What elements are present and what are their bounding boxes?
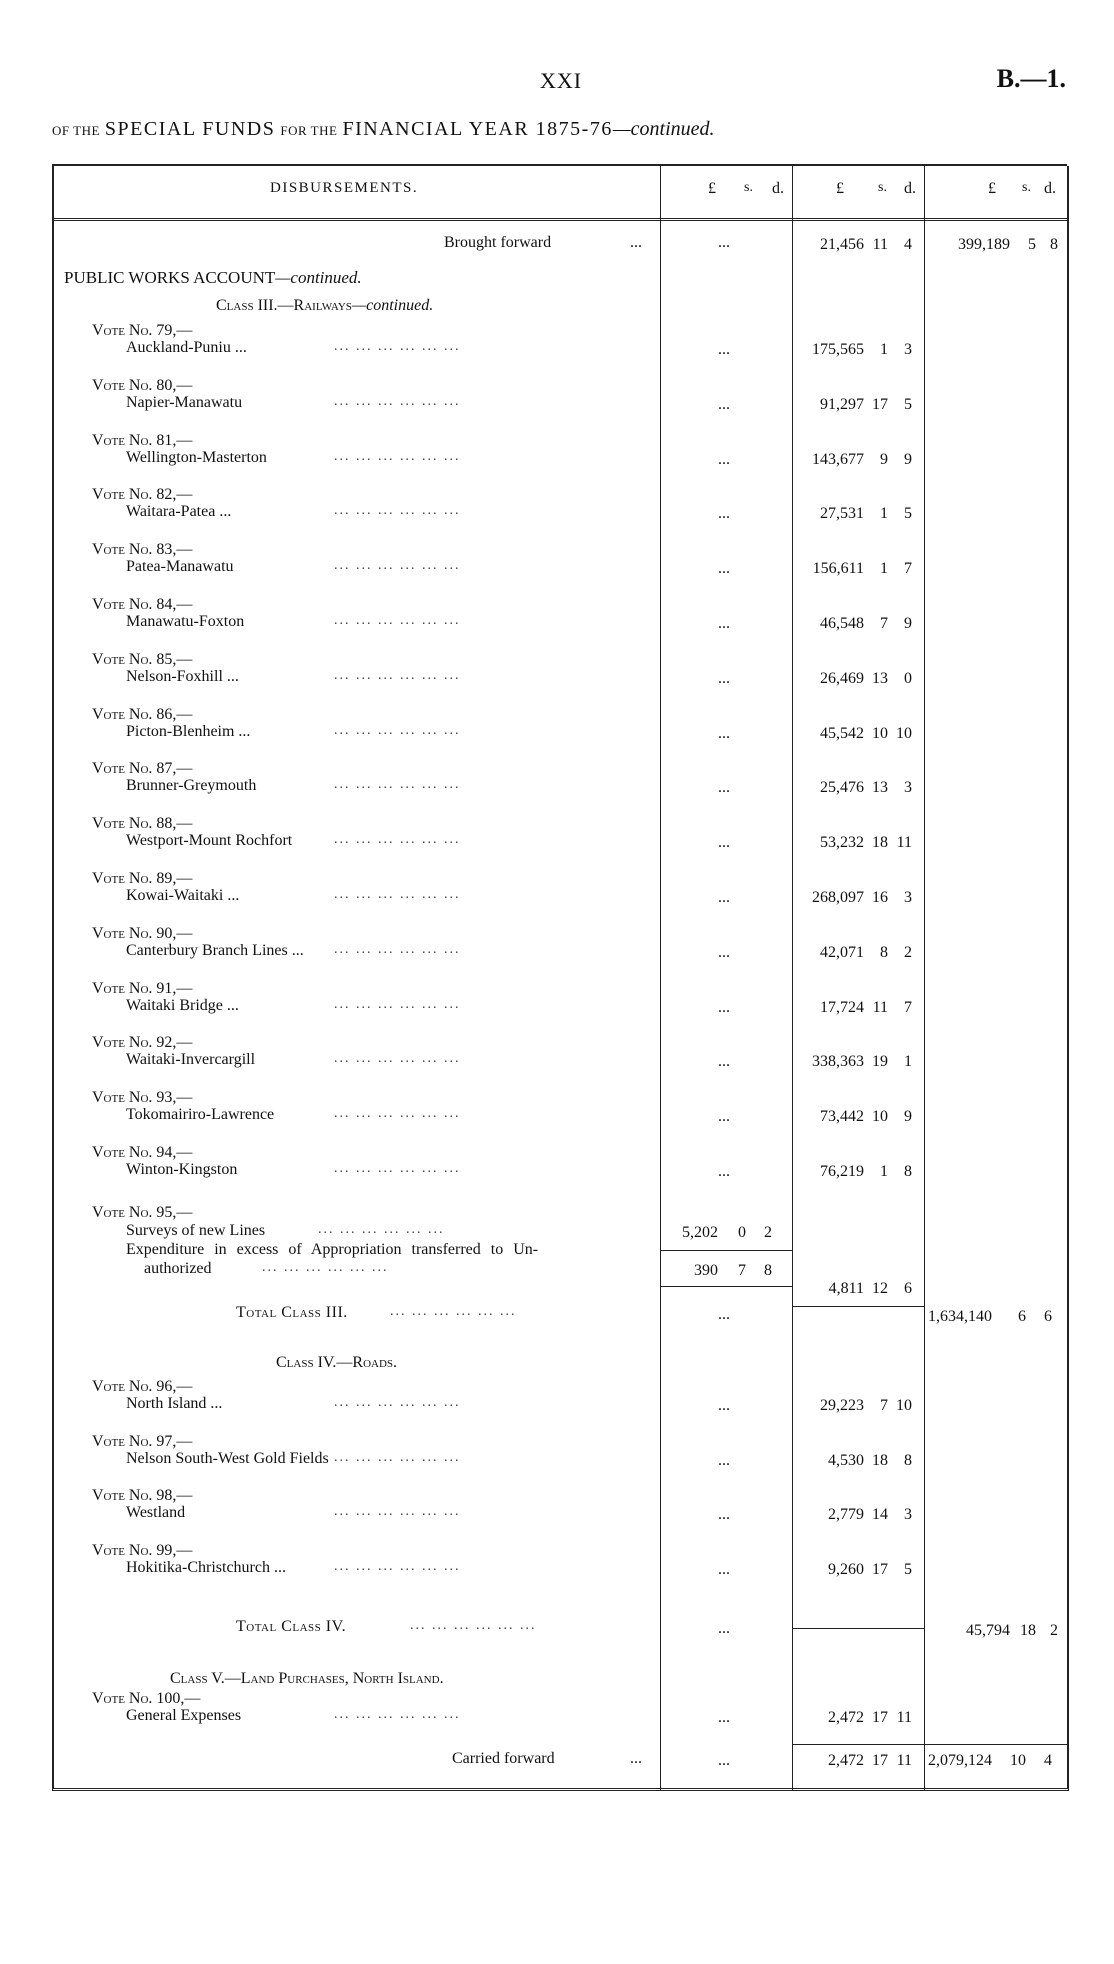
class3-vote-shillings: 1 (880, 1163, 888, 1180)
class3-vote-col1: ... (718, 615, 730, 632)
class3-vote-label: Vote No. 93,— (92, 1089, 193, 1107)
class3-vote-shillings: 1 (880, 505, 888, 523)
class3-vote-dots: ... ... ... ... ... ... (334, 503, 461, 519)
brought-forward-col1: ... (718, 234, 730, 251)
class3-total-rule (792, 1306, 924, 1307)
class3-vote-dots: ... ... ... ... ... ... (334, 941, 461, 957)
class5-vote-shillings: 17 (872, 1709, 888, 1726)
class4-vote-shillings: 14 (872, 1506, 888, 1524)
carried-forward-col2-pounds: 2,472 (828, 1752, 864, 1769)
class4-total-pence: 2 (1050, 1622, 1058, 1639)
class3-vote-pounds: 27,531 (820, 505, 864, 523)
class5-vote-col1: ... (718, 1709, 730, 1726)
class3-vote-pence: 3 (904, 779, 912, 797)
class3-vote-name: Napier-Manawatu (126, 393, 243, 411)
vote95-line1-pounds: 5,202 (682, 1224, 718, 1241)
class3-vote-label: Vote No. 85,— (92, 650, 193, 668)
class3-vote-col1: ... (718, 341, 730, 358)
vote95-line3-dots: ... ... ... ... ... ... (262, 1260, 389, 1275)
vote95-line1-pence: 2 (764, 1224, 772, 1241)
vote95-col2-shillings: 12 (872, 1280, 888, 1297)
class4-vote-pounds: 9,260 (828, 1560, 864, 1578)
class3-vote-label: Vote No. 92,— (92, 1034, 193, 1052)
class3-vote-pounds: 26,469 (820, 669, 864, 687)
carried-forward-col2-pence: 11 (896, 1752, 912, 1769)
class3-vote-name: Waitara-Patea ... (126, 503, 232, 521)
class4-vote-pence: 3 (904, 1506, 912, 1524)
class3-vote-name: Nelson-Foxhill ... (126, 667, 239, 685)
vote95-line3: authorized (144, 1260, 212, 1277)
class3-vote-pounds: 338,363 (812, 1053, 864, 1071)
vote95-line3-pounds: 390 (694, 1262, 718, 1279)
header-col1-pounds: £ (708, 180, 716, 197)
class3-vote-pence: 1 (904, 1053, 912, 1071)
class4-vote-dots: ... ... ... ... ... ... (334, 1558, 461, 1574)
class3-vote-name: Kowai-Waitaki ... (126, 887, 240, 904)
account-title-cont: —continued. (275, 268, 362, 287)
class3-vote-pounds: 143,677 (812, 450, 864, 468)
vote95-line3-pence: 8 (764, 1262, 772, 1279)
class3-vote-name: Westport-Mount Rochfort (126, 832, 293, 850)
class3-vote-dots: ... ... ... ... ... ... (334, 1106, 461, 1122)
class3-vote-shillings: 13 (872, 779, 888, 797)
class4-vote-col1: ... (718, 1506, 730, 1524)
class3-vote-label: Vote No. 84,— (92, 596, 193, 613)
class3-vote-shillings: 11 (872, 998, 888, 1016)
class4-vote-col1: ... (718, 1560, 730, 1578)
carried-forward-col3-pence: 4 (1044, 1752, 1052, 1769)
brought-forward-label: Brought forward (444, 234, 552, 251)
class3-vote-shillings: 1 (880, 341, 888, 358)
class4-total-pounds: 45,794 (966, 1622, 1010, 1639)
class3-vote-shillings: 10 (872, 724, 888, 742)
class4-vote-pounds: 2,779 (828, 1506, 864, 1524)
class3-vote-pounds: 73,442 (820, 1108, 864, 1126)
class3-vote-name: Waitaki-Invercargill (126, 1051, 256, 1069)
class5-vote-dots: ... ... ... ... ... ... (334, 1707, 461, 1722)
class4-vote-name: North Island ... (126, 1395, 223, 1412)
class3-vote-col1: ... (718, 943, 730, 961)
class3-vote-name: Picton-Blenheim ... (126, 722, 251, 740)
class3-vote-shillings: 13 (872, 669, 888, 687)
class5-vote-pounds: 2,472 (828, 1709, 864, 1726)
class3-vote-label: Vote No. 79,— (92, 322, 193, 339)
class3-vote-shillings: 7 (880, 615, 888, 632)
class4-vote-label: Vote No. 96,— (92, 1378, 193, 1395)
column-divider-2 (792, 166, 793, 1790)
class5-vote-label: Vote No. 100,— (92, 1690, 201, 1707)
brought-forward-col2-pounds: 21,456 (820, 236, 864, 253)
class3-vote-col1: ... (718, 505, 730, 523)
class3-vote-col1: ... (718, 889, 730, 906)
class3-vote-name: Brunner-Greymouth (126, 777, 257, 795)
class3-vote-col1: ... (718, 1163, 730, 1180)
class3-vote-pounds: 156,611 (812, 560, 864, 578)
page-heading (52, 118, 715, 141)
class3-vote-col1: ... (718, 1108, 730, 1126)
class3-vote-label: Vote No. 83,— (92, 541, 193, 559)
class3-vote-name: Canterbury Branch Lines ... (126, 941, 304, 959)
class3-vote-shillings: 16 (872, 889, 888, 906)
class3-col1-rule (660, 1286, 792, 1287)
class4-vote-shillings: 18 (872, 1451, 888, 1469)
class3-vote-pence: 10 (896, 724, 912, 742)
class3-vote-dots: ... ... ... ... ... ... (334, 667, 461, 683)
class3-vote-name: Patea-Manawatu (126, 558, 234, 576)
class4-vote-name: Westland (126, 1504, 186, 1522)
class5-vote-pence: 11 (896, 1709, 912, 1726)
vote95-line2: Expenditure in excess of Appropriation transferred to Un- (126, 1241, 539, 1258)
carried-forward-label: Carried forward (452, 1750, 555, 1767)
class3-vote-label: Vote No. 86,— (92, 705, 193, 723)
class4-vote-label: Vote No. 97,— (92, 1432, 193, 1450)
class3-total-label: Total Class III. (236, 1304, 348, 1321)
class3-vote-pence: 9 (904, 615, 912, 632)
class3-vote-label: Vote No. 82,— (92, 486, 193, 504)
class4-vote-label: Vote No. 99,— (92, 1541, 193, 1559)
class3-total-pounds: 1,634,140 (928, 1308, 992, 1325)
vote95-col2-pence: 6 (904, 1280, 912, 1297)
heading-for-the: FOR THE (280, 123, 338, 138)
class3-vote-label: Vote No. 87,— (92, 760, 193, 778)
vote95-label: Vote No. 95,— (92, 1204, 193, 1221)
class3-vote-pence: 5 (904, 395, 912, 413)
class3-vote-name: Winton-Kingston (126, 1161, 238, 1178)
class3-vote-col1: ... (718, 998, 730, 1016)
class3-total-shillings: 6 (1018, 1308, 1026, 1325)
account-title-text: PUBLIC WORKS ACCOUNT (64, 268, 276, 287)
class3-vote-pence: 0 (904, 669, 912, 687)
header-col2-pence: d. (904, 180, 916, 197)
class4-title: Class IV.—Roads. (276, 1354, 398, 1371)
account-title (64, 268, 362, 288)
carried-forward-rule (792, 1744, 1068, 1745)
header-bottom-rule (52, 218, 1067, 221)
class4-vote-pounds: 29,223 (820, 1397, 864, 1414)
class3-total-pence: 6 (1044, 1308, 1052, 1325)
class3-vote-pence: 5 (904, 505, 912, 523)
class3-vote-shillings: 17 (872, 395, 888, 413)
header-col1-shillings: s. (744, 180, 753, 195)
class3-vote-dots: ... ... ... ... ... ... (334, 558, 461, 574)
class3-total-dots: ... ... ... ... ... ... (390, 1304, 517, 1319)
class3-vote-shillings: 9 (880, 450, 888, 468)
header-col2-pounds: £ (836, 180, 844, 197)
class3-vote-dots: ... ... ... ... ... ... (334, 777, 461, 793)
carried-forward-dots: ... (630, 1750, 642, 1767)
vote95-line1: Surveys of new Lines (126, 1222, 266, 1239)
class3-vote-label: Vote No. 94,— (92, 1144, 193, 1161)
class4-vote-shillings: 17 (872, 1560, 888, 1578)
carried-forward-col3-shillings: 10 (1010, 1752, 1026, 1769)
class3-vote-name: Wellington-Masterton (126, 448, 267, 466)
class3-vote-pence: 3 (904, 341, 912, 358)
page-reference: B.—1. (996, 64, 1066, 93)
column-divider-1 (660, 166, 661, 1790)
class3-vote-col1: ... (718, 669, 730, 687)
class3-vote-dots: ... ... ... ... ... ... (334, 1051, 461, 1067)
vote95-line3-shillings: 7 (738, 1262, 746, 1279)
class3-vote-pence: 2 (904, 943, 912, 961)
class4-vote-pence: 10 (896, 1397, 912, 1414)
class4-vote-col1: ... (718, 1451, 730, 1469)
class3-vote-label: Vote No. 88,— (92, 815, 193, 833)
class4-vote-name: Hokitika-Christchurch ... (126, 1558, 286, 1576)
class3-vote-dots: ... ... ... ... ... ... (334, 393, 461, 409)
class3-vote-shillings: 18 (872, 834, 888, 852)
heading-of: OF THE (52, 123, 100, 138)
class3-vote-col1: ... (718, 395, 730, 413)
heading-continued: —continued. (612, 118, 715, 140)
class3-vote-shillings: 1 (880, 560, 888, 578)
column-divider-3 (924, 166, 925, 1790)
class3-vote-pounds: 42,071 (820, 943, 864, 961)
class3-vote-col1: ... (718, 834, 730, 852)
class3-vote-pounds: 53,232 (820, 834, 864, 852)
brought-forward-col2-pence: 4 (904, 236, 912, 253)
class4-vote-dots: ... ... ... ... ... ... (334, 1395, 461, 1410)
class3-total-col1: ... (718, 1306, 730, 1323)
vote95-subrule (660, 1250, 792, 1251)
class5-title: Class V.—Land Purchases, North Island. (170, 1670, 444, 1687)
class3-vote-pounds: 45,542 (820, 724, 864, 742)
vote95-col2-pounds: 4,811 (828, 1280, 864, 1297)
class3-title (216, 297, 433, 315)
class3-vote-dots: ... ... ... ... ... ... (334, 887, 461, 902)
class5-vote-name: General Expenses (126, 1707, 242, 1724)
class3-vote-shillings: 19 (872, 1053, 888, 1071)
class3-vote-name: Auckland-Puniu ... (126, 339, 247, 356)
class4-vote-dots: ... ... ... ... ... ... (334, 1504, 461, 1520)
class4-vote-pence: 8 (904, 1451, 912, 1469)
class3-vote-pounds: 17,724 (820, 998, 864, 1016)
class3-vote-shillings: 8 (880, 943, 888, 961)
brought-forward-col3-shillings: 5 (1028, 236, 1036, 253)
class4-vote-pence: 5 (904, 1560, 912, 1578)
class3-vote-pence: 11 (896, 834, 912, 852)
carried-forward-col2-shillings: 17 (872, 1752, 888, 1769)
class3-vote-dots: ... ... ... ... ... ... (334, 339, 461, 354)
class3-vote-pence: 9 (904, 1108, 912, 1126)
class3-vote-pence: 8 (904, 1163, 912, 1180)
class3-vote-pence: 3 (904, 889, 912, 906)
class4-vote-dots: ... ... ... ... ... ... (334, 1449, 461, 1465)
class3-vote-label: Vote No. 89,— (92, 870, 193, 887)
class4-total-label: Total Class IV. (236, 1618, 347, 1635)
header-disbursements: DISBURSEMENTS. (270, 180, 419, 196)
header-col3-pence: d. (1044, 180, 1056, 197)
class3-vote-name: Tokomairiro-Lawrence (126, 1106, 275, 1124)
header-col3-shillings: s. (1022, 180, 1031, 195)
class3-vote-col1: ... (718, 1053, 730, 1071)
class4-vote-pounds: 4,530 (828, 1451, 864, 1469)
carried-forward-col3-pounds: 2,079,124 (928, 1752, 992, 1769)
class3-vote-name: Waitaki Bridge ... (126, 996, 239, 1014)
vote95-line1-shillings: 0 (738, 1224, 746, 1241)
class3-vote-dots: ... ... ... ... ... ... (334, 996, 461, 1012)
class3-vote-shillings: 10 (872, 1108, 888, 1126)
class3-vote-name: Manawatu-Foxton (126, 613, 245, 630)
class3-title-text: Class III.—Railways (216, 297, 352, 314)
header-col1-pence: d. (772, 180, 784, 197)
class3-vote-col1: ... (718, 779, 730, 797)
class3-vote-dots: ... ... ... ... ... ... (334, 1161, 461, 1176)
heading-year: FINANCIAL YEAR 1875-76 (342, 118, 613, 140)
class3-vote-label: Vote No. 90,— (92, 924, 193, 942)
class3-vote-col1: ... (718, 724, 730, 742)
class3-vote-pounds: 46,548 (820, 615, 864, 632)
class3-vote-pounds: 76,219 (820, 1163, 864, 1180)
header-col2-shillings: s. (878, 180, 887, 195)
header-col3-pounds: £ (988, 180, 996, 197)
brought-forward-dots: ... (630, 234, 642, 251)
class3-vote-pence: 7 (904, 560, 912, 578)
class3-vote-pounds: 25,476 (820, 779, 864, 797)
class3-vote-dots: ... ... ... ... ... ... (334, 613, 461, 628)
heading-special-funds: SPECIAL FUNDS (104, 118, 276, 140)
class3-vote-dots: ... ... ... ... ... ... (334, 832, 461, 848)
page-number: XXI (540, 68, 583, 93)
class4-vote-shillings: 7 (880, 1397, 888, 1414)
table-top-rule (52, 164, 1067, 166)
class3-vote-col1: ... (718, 560, 730, 578)
class4-vote-name: Nelson South-West Gold Fields (126, 1449, 329, 1467)
class4-vote-col1: ... (718, 1397, 730, 1414)
class3-vote-dots: ... ... ... ... ... ... (334, 722, 461, 738)
class3-vote-label: Vote No. 91,— (92, 979, 193, 997)
class3-vote-pounds: 91,297 (820, 395, 864, 413)
class3-vote-pence: 9 (904, 450, 912, 468)
class4-vote-label: Vote No. 98,— (92, 1487, 193, 1505)
class4-total-dots: ... ... ... ... ... ... (410, 1618, 537, 1633)
carried-forward-col1: ... (718, 1752, 730, 1769)
brought-forward-col3-pounds: 399,189 (958, 236, 1010, 253)
vote95-line1-dots: ... ... ... ... ... ... (318, 1222, 445, 1237)
class3-title-cont: —continued. (351, 297, 434, 314)
class3-vote-col1: ... (718, 450, 730, 468)
class4-total-shillings: 18 (1020, 1622, 1036, 1639)
brought-forward-col3-pence: 8 (1050, 236, 1058, 253)
brought-forward-col2-shillings: 11 (872, 236, 888, 253)
class4-total-col1: ... (718, 1620, 730, 1637)
class3-vote-pence: 7 (904, 998, 912, 1016)
class3-vote-label: Vote No. 80,— (92, 376, 193, 394)
class4-total-rule (792, 1628, 924, 1629)
class3-vote-pounds: 268,097 (812, 889, 864, 906)
class3-vote-dots: ... ... ... ... ... ... (334, 448, 461, 464)
class3-vote-label: Vote No. 81,— (92, 431, 193, 449)
class3-vote-pounds: 175,565 (812, 341, 864, 358)
